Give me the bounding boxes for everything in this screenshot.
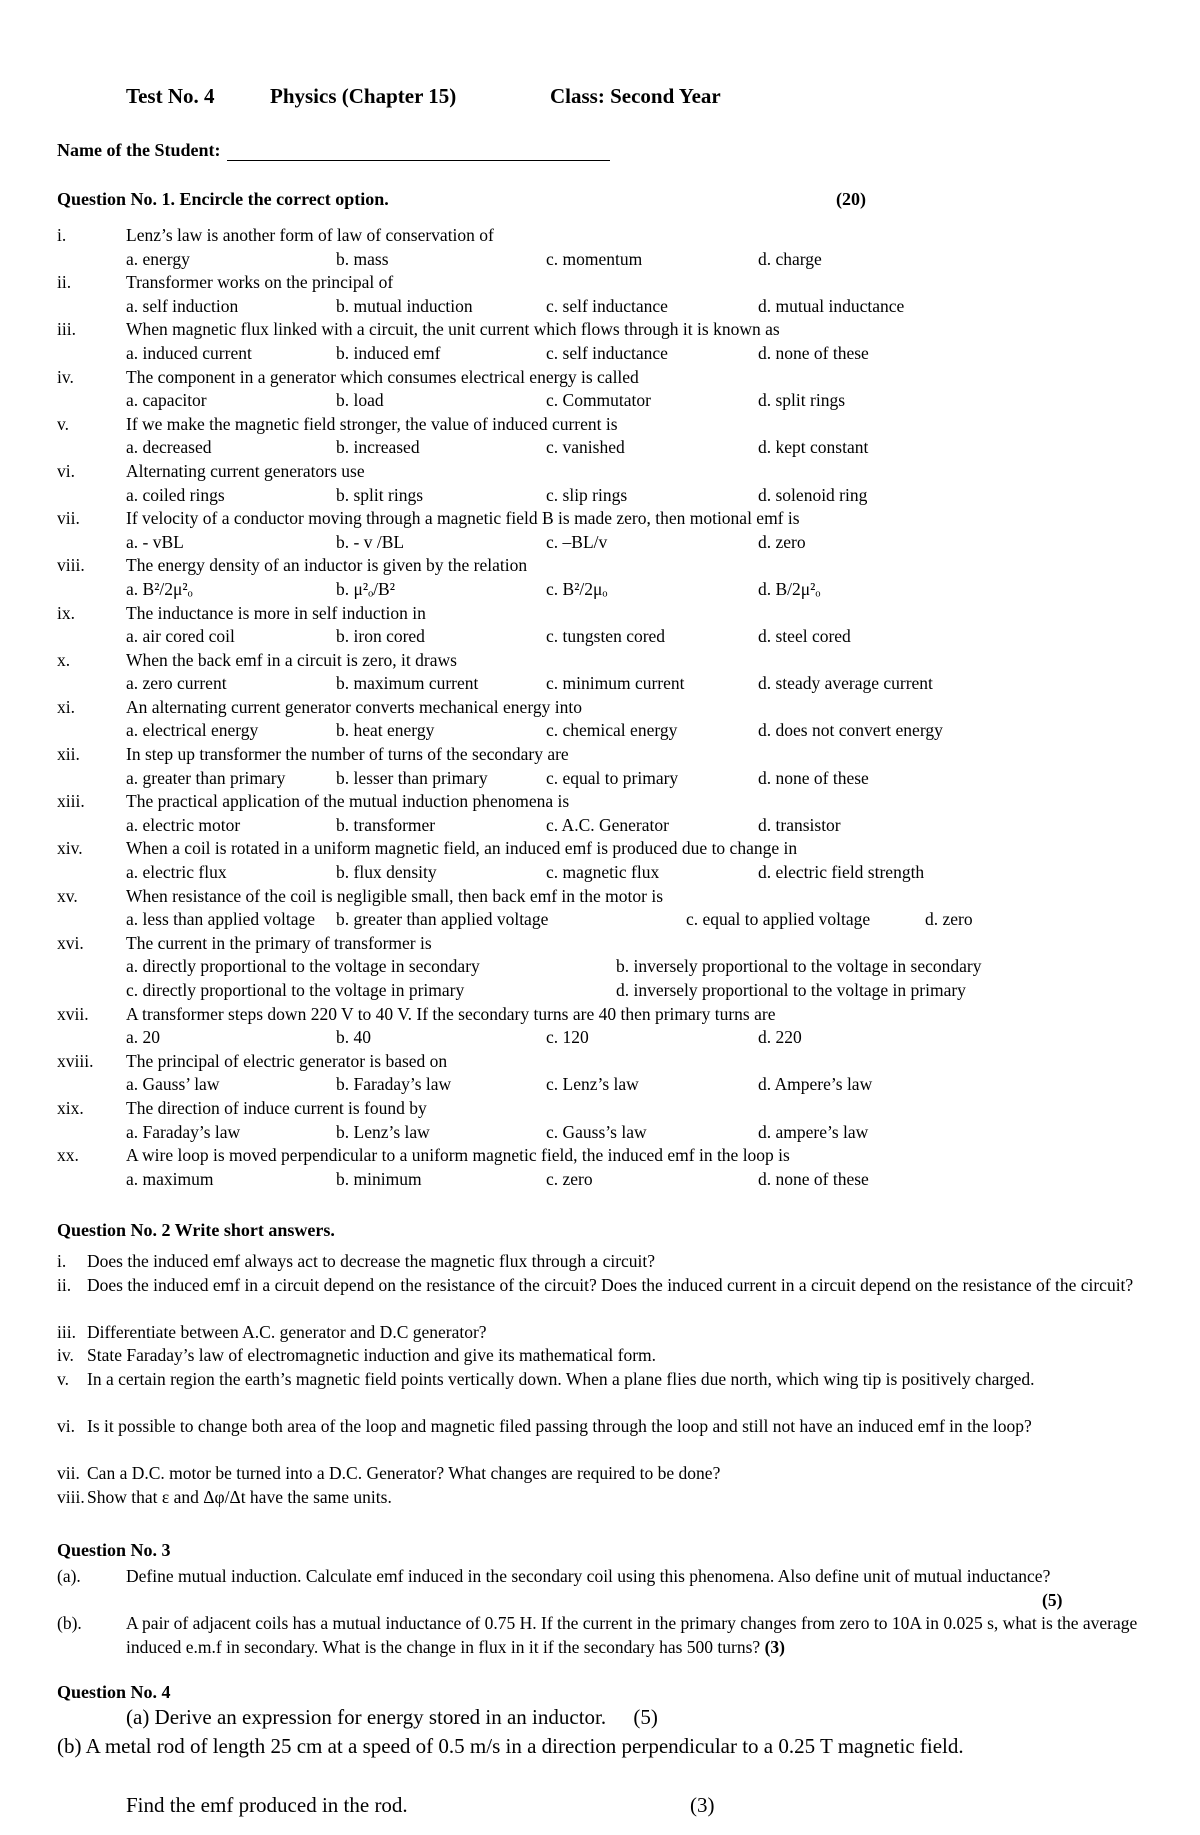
short-question-number: i. bbox=[57, 1251, 67, 1271]
option-d[interactable]: d. 220 bbox=[758, 1027, 802, 1048]
option-a[interactable]: a. electric flux bbox=[126, 862, 227, 883]
question-3-part-a bbox=[57, 1565, 1162, 1613]
option-c[interactable]: c. zero bbox=[546, 1168, 593, 1189]
short-question-number: v. bbox=[57, 1368, 69, 1389]
mcq-question: The energy density of an inductor is given by the relation bbox=[126, 555, 528, 576]
mcq-number: xv. bbox=[57, 885, 78, 906]
option-a[interactable]: a. air cored coil bbox=[126, 626, 235, 647]
part-text: A pair of adjacent coils has a mutual inductance of 0.75 H. If the current in the primary changes from zero to 10A in 0.025 s, what is the average induced e.m.f in secondary. What is the change in flux in it if the secondary has 500 turns? (3) bbox=[126, 1613, 1138, 1657]
mcq-item bbox=[0, 932, 1200, 1003]
mcq-question: The current in the primary of transformer is bbox=[126, 932, 432, 953]
option-b[interactable]: b. iron cored bbox=[336, 626, 425, 647]
option-d[interactable]: d. split rings bbox=[758, 390, 846, 411]
option-d[interactable]: d. charge bbox=[758, 248, 822, 269]
short-question-number: viii. bbox=[57, 1486, 85, 1507]
mcq-number: v. bbox=[57, 413, 69, 434]
short-question-number: vii. bbox=[57, 1463, 80, 1484]
option-b[interactable]: b. mutual induction bbox=[336, 295, 473, 316]
option-b[interactable]: b. minimum bbox=[336, 1168, 422, 1189]
short-question-number: vi. bbox=[57, 1416, 75, 1437]
option-c[interactable]: c. Commutator bbox=[546, 390, 651, 411]
mcq-number: i. bbox=[57, 225, 67, 245]
mcq-number: xx. bbox=[57, 1145, 79, 1166]
option-a[interactable]: a. maximum bbox=[126, 1168, 214, 1189]
option-b[interactable]: b. Faraday’s law bbox=[336, 1074, 452, 1095]
option-a[interactable]: a. greater than primary bbox=[126, 767, 286, 788]
mcq-item bbox=[0, 271, 1200, 318]
option-c[interactable]: c. –BL/v bbox=[546, 531, 608, 552]
short-question bbox=[0, 1368, 1200, 1415]
short-question bbox=[0, 1250, 1200, 1274]
option-d[interactable]: d. inversely proportional to the voltage in primary bbox=[616, 980, 966, 1000]
option-a[interactable]: a. induced current bbox=[126, 342, 252, 363]
short-question-text: Does the induced emf always act to decrease the magnetic flux through a circuit? bbox=[87, 1251, 656, 1271]
short-question bbox=[0, 1344, 1200, 1368]
short-answer-list bbox=[0, 1250, 1200, 1510]
option-c[interactable]: c. equal to primary bbox=[546, 767, 679, 788]
mcq-item bbox=[0, 649, 1200, 696]
mcq-number: vi. bbox=[57, 460, 75, 481]
mcq-item bbox=[0, 885, 1200, 932]
mcq-question: Transformer works on the principal of bbox=[126, 272, 394, 293]
option-b[interactable]: b. Lenz’s law bbox=[336, 1121, 430, 1142]
option-c[interactable]: c. directly proportional to the voltage in primary bbox=[126, 980, 465, 1000]
mcq-question: When a coil is rotated in a uniform magnetic field, an induced emf is produced due to change in bbox=[126, 838, 798, 859]
option-d[interactable]: d. electric field strength bbox=[758, 862, 925, 883]
option-b[interactable]: b. transformer bbox=[336, 814, 436, 835]
option-c[interactable]: c. slip rings bbox=[546, 484, 628, 505]
option-b[interactable]: b. greater than applied voltage bbox=[336, 909, 549, 930]
short-question bbox=[0, 1486, 1200, 1510]
mcq-item bbox=[0, 743, 1200, 790]
option-a[interactable]: a. - vBL bbox=[126, 531, 184, 552]
option-d[interactable]: d. none of these bbox=[758, 1168, 869, 1189]
mcq-question: If we make the magnetic field stronger, the value of induced current is bbox=[126, 413, 618, 434]
mcq-item bbox=[0, 554, 1200, 601]
option-d[interactable]: d. steel cored bbox=[758, 626, 851, 647]
short-question-text: Show that ε and Δφ/Δt have the same units. bbox=[87, 1486, 392, 1507]
option-a[interactable]: a. B²/2μ²ₒ bbox=[126, 578, 193, 599]
option-a[interactable]: a. Gauss’ law bbox=[126, 1074, 220, 1095]
mcq-question: An alternating current generator converts mechanical energy into bbox=[126, 696, 582, 717]
mcq-item bbox=[0, 1144, 1200, 1191]
option-b[interactable]: b. induced emf bbox=[336, 342, 441, 363]
part-text: (a) Derive an expression for energy stored in an inductor. bbox=[126, 1705, 607, 1729]
option-b[interactable]: b. split rings bbox=[336, 484, 424, 505]
mcq-question: The inductance is more in self induction in bbox=[126, 602, 426, 623]
mcq-question: In step up transformer the number of turns of the secondary are bbox=[126, 744, 569, 765]
mcq-number: xi. bbox=[57, 696, 75, 717]
option-b[interactable]: b. - v /BL bbox=[336, 531, 405, 552]
option-a[interactable]: a. self induction bbox=[126, 295, 239, 316]
part-text: Define mutual induction. Calculate emf induced in the secondary coil using this phenomena. Also define unit of mutual inductance? bbox=[126, 1566, 1051, 1586]
mcq-list bbox=[0, 224, 1200, 1191]
question-3-title: Question No. 3 bbox=[57, 1540, 171, 1560]
short-question bbox=[0, 1415, 1200, 1462]
option-c[interactable]: c. self inductance bbox=[546, 295, 668, 316]
mcq-number: xvii. bbox=[57, 1003, 89, 1024]
option-a[interactable]: a. 20 bbox=[126, 1027, 161, 1048]
option-d[interactable]: d. steady average current bbox=[758, 673, 933, 694]
mcq-question: The practical application of the mutual induction phenomena is bbox=[126, 791, 570, 812]
option-c[interactable]: c. minimum current bbox=[546, 673, 685, 694]
mcq-item bbox=[0, 1003, 1200, 1050]
question-1-marks: (20) bbox=[836, 189, 866, 209]
option-b[interactable]: b. increased bbox=[336, 437, 420, 458]
mcq-item bbox=[0, 696, 1200, 743]
short-question-number: iv. bbox=[57, 1345, 74, 1366]
mcq-number: xviii. bbox=[57, 1050, 94, 1071]
question-4-part-b: (b) A metal rod of length 25 cm at a speed of 0.5 m/s in a direction perpendicular to a 0.25 T magnetic field. bbox=[57, 1734, 964, 1758]
option-a[interactable]: a. energy bbox=[126, 248, 190, 269]
option-b[interactable]: b. load bbox=[336, 390, 384, 411]
option-c[interactable]: c. Lenz’s law bbox=[546, 1074, 639, 1095]
mcq-number: iv. bbox=[57, 366, 74, 387]
mcq-item bbox=[0, 1097, 1200, 1144]
option-d[interactable]: d. none of these bbox=[758, 342, 869, 363]
short-question-text: In a certain region the earth’s magnetic field points vertically down. When a plane flies due north, which wing tip is positively charged. bbox=[87, 1368, 1035, 1389]
option-d[interactable]: d. zero bbox=[925, 909, 973, 930]
option-b[interactable]: b. inversely proportional to the voltage in secondary bbox=[616, 956, 982, 977]
part-marks: (5) bbox=[1042, 1589, 1063, 1610]
option-d[interactable]: d. ampere’s law bbox=[758, 1121, 869, 1142]
option-c[interactable]: c. vanished bbox=[546, 437, 625, 458]
test-number: Test No. 4 bbox=[126, 84, 215, 108]
mcq-item bbox=[0, 602, 1200, 649]
question-4-title: Question No. 4 bbox=[57, 1682, 171, 1702]
option-c[interactable]: c. chemical energy bbox=[546, 720, 678, 741]
option-c[interactable]: c. self inductance bbox=[546, 342, 668, 363]
option-c[interactable]: c. equal to applied voltage bbox=[686, 909, 871, 930]
option-c[interactable]: c. A.C. Generator bbox=[546, 814, 669, 835]
mcq-question: Alternating current generators use bbox=[126, 460, 365, 481]
part-number: (b). bbox=[57, 1613, 82, 1633]
option-c[interactable]: c. 120 bbox=[546, 1027, 589, 1048]
option-c[interactable]: c. magnetic flux bbox=[546, 862, 660, 883]
option-a[interactable]: a. electric motor bbox=[126, 814, 241, 835]
option-d[interactable]: d. does not convert energy bbox=[758, 720, 943, 741]
option-c[interactable]: c. tungsten cored bbox=[546, 626, 666, 647]
mcq-question: When magnetic flux linked with a circuit, the unit current which flows through it is known as bbox=[126, 319, 780, 340]
option-a[interactable]: a. capacitor bbox=[126, 390, 207, 411]
option-d[interactable]: d. none of these bbox=[758, 767, 869, 788]
mcq-number: x. bbox=[57, 649, 71, 670]
short-question-text: Does the induced emf in a circuit depend on the resistance of the circuit? Does the induced current in a circuit depend on the resistance of the circuit? bbox=[87, 1274, 1134, 1295]
mcq-item bbox=[0, 318, 1200, 365]
option-c[interactable]: c. Gauss’s law bbox=[546, 1121, 647, 1142]
student-name-row bbox=[57, 140, 610, 161]
mcq-question: Lenz’s law is another form of law of conservation of bbox=[126, 225, 494, 245]
mcq-item bbox=[0, 790, 1200, 837]
question-1-title: Question No. 1. Encircle the correct option. bbox=[57, 189, 389, 209]
mcq-question: A transformer steps down 220 V to 40 V. If the secondary turns are 40 then primary turns are bbox=[126, 1003, 776, 1024]
option-d[interactable]: d. kept constant bbox=[758, 437, 869, 458]
option-b[interactable]: b. mass bbox=[336, 248, 389, 269]
mcq-number: xix. bbox=[57, 1097, 84, 1118]
class-label: Class: Second Year bbox=[550, 84, 721, 108]
mcq-question: When resistance of the coil is negligible small, then back emf in the motor is bbox=[126, 885, 664, 906]
mcq-question: The principal of electric generator is based on bbox=[126, 1050, 448, 1071]
mcq-number: xiii. bbox=[57, 791, 85, 812]
option-a[interactable]: a. less than applied voltage bbox=[126, 909, 316, 930]
option-a[interactable]: a. zero current bbox=[126, 673, 227, 694]
mcq-number: viii. bbox=[57, 555, 85, 576]
option-b[interactable]: b. μ²ₒ/B² bbox=[336, 578, 395, 599]
option-d[interactable]: d. transistor bbox=[758, 814, 841, 835]
part-number: (a). bbox=[57, 1566, 81, 1586]
mcq-item bbox=[0, 224, 1200, 271]
mcq-number: ix. bbox=[57, 602, 75, 623]
mcq-number: vii. bbox=[57, 508, 80, 529]
mcq-item bbox=[0, 1050, 1200, 1097]
option-c[interactable]: c. B²/2μₒ bbox=[546, 578, 608, 599]
short-question-text: Is it possible to change both area of the loop and magnetic filed passing through the loop and still not have an induced emf in the loop? bbox=[87, 1416, 1032, 1437]
question-4-part-b-marks: (3) bbox=[690, 1793, 715, 1817]
mcq-number: xvi. bbox=[57, 932, 84, 953]
mcq-number: xii. bbox=[57, 744, 80, 765]
option-c[interactable]: c. momentum bbox=[546, 248, 643, 269]
mcq-number: ii. bbox=[57, 272, 72, 293]
option-d[interactable]: d. solenoid ring bbox=[758, 484, 868, 505]
option-a[interactable]: a. directly proportional to the voltage in secondary bbox=[126, 956, 480, 977]
short-question bbox=[0, 1462, 1200, 1486]
mcq-question: The component in a generator which consumes electrical energy is called bbox=[126, 366, 639, 387]
mcq-item bbox=[0, 837, 1200, 884]
option-d[interactable]: d. Ampere’s law bbox=[758, 1074, 873, 1095]
question-2-title: Question No. 2 Write short answers. bbox=[57, 1220, 335, 1240]
option-b[interactable]: b. 40 bbox=[336, 1027, 371, 1048]
mcq-item bbox=[0, 366, 1200, 413]
option-a[interactable]: a. electrical energy bbox=[126, 720, 259, 741]
question-4-part-a bbox=[126, 1705, 658, 1730]
student-name-label: Name of the Student: bbox=[57, 140, 221, 160]
mcq-number: iii. bbox=[57, 319, 76, 340]
student-name-blank[interactable] bbox=[227, 142, 610, 161]
mcq-item bbox=[0, 507, 1200, 554]
mcq-question: When the back emf in a circuit is zero, it draws bbox=[126, 649, 457, 670]
short-question bbox=[0, 1321, 1200, 1345]
option-b[interactable]: b. lesser than primary bbox=[336, 767, 488, 788]
option-a[interactable]: a. decreased bbox=[126, 437, 212, 458]
short-question-text: Can a D.C. motor be turned into a D.C. Generator? What changes are required to be done? bbox=[87, 1463, 721, 1484]
question-4-part-b-cont: Find the emf produced in the rod. bbox=[126, 1793, 408, 1817]
short-question bbox=[0, 1274, 1200, 1321]
option-d[interactable]: d. mutual inductance bbox=[758, 295, 905, 316]
option-b[interactable]: b. heat energy bbox=[336, 720, 435, 741]
option-b[interactable]: b. maximum current bbox=[336, 673, 479, 694]
mcq-item bbox=[0, 413, 1200, 460]
option-b[interactable]: b. flux density bbox=[336, 862, 437, 883]
short-question-text: State Faraday’s law of electromagnetic induction and give its mathematical form. bbox=[87, 1345, 657, 1366]
subject-title: Physics (Chapter 15) bbox=[270, 84, 457, 108]
question-3-part-b bbox=[57, 1612, 1162, 1660]
option-d[interactable]: d. zero bbox=[758, 531, 806, 552]
mcq-question: If velocity of a conductor moving through a magnetic field B is made zero, then motional emf is bbox=[126, 508, 800, 529]
option-a[interactable]: a. coiled rings bbox=[126, 484, 225, 505]
mcq-item bbox=[0, 460, 1200, 507]
short-question-number: iii. bbox=[57, 1321, 76, 1342]
option-d[interactable]: d. B/2μ²ₒ bbox=[758, 578, 821, 599]
mcq-number: xiv. bbox=[57, 838, 83, 859]
short-question-text: Differentiate between A.C. generator and D.C generator? bbox=[87, 1321, 487, 1342]
mcq-question: A wire loop is moved perpendicular to a uniform magnetic field, the induced emf in the loop is bbox=[126, 1145, 790, 1166]
short-question-number: ii. bbox=[57, 1274, 72, 1295]
part-marks: (5) bbox=[633, 1705, 658, 1729]
option-a[interactable]: a. Faraday’s law bbox=[126, 1121, 241, 1142]
mcq-question: The direction of induce current is found by bbox=[126, 1097, 427, 1118]
